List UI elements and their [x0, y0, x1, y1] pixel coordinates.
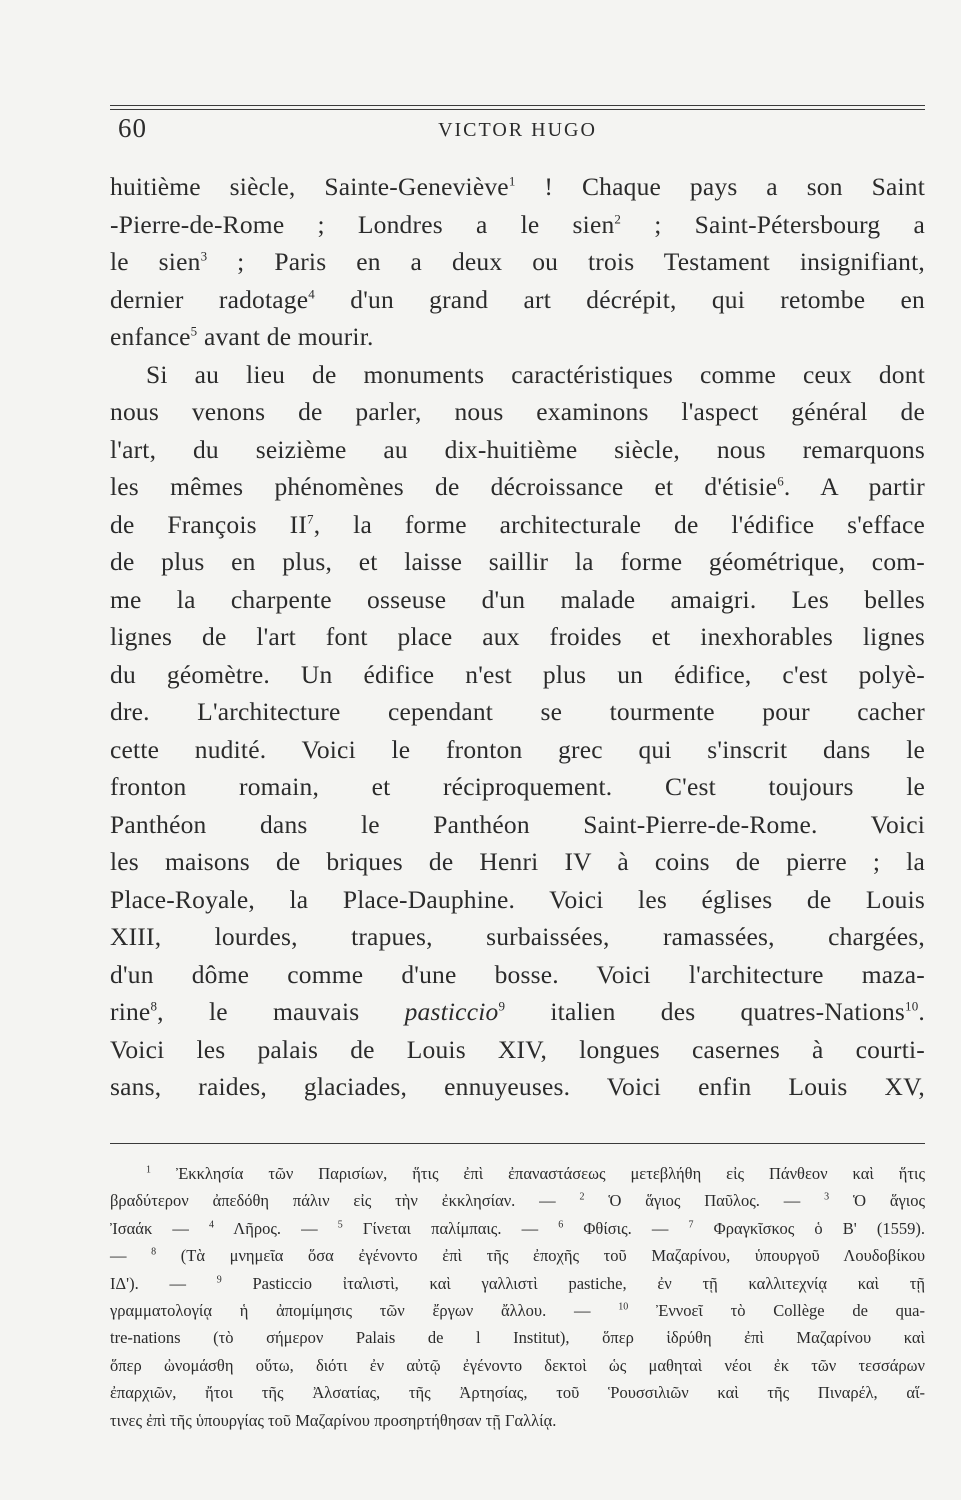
main-text: [110, 168, 925, 1106]
footnote-separator: [110, 1143, 925, 1144]
footnotes: [110, 1160, 925, 1434]
footnote-ref: 7: [307, 511, 314, 526]
text-line: les mêmes phénomènes de décroissance et d'étisie$^6$. A partir: [110, 472, 925, 501]
footnote-line: ΙΔ'). — $^9$ Pasticcio ἰταλιστὶ, καὶ γαλλιστὶ pastiche, ἐν τῇ καλλιτεχνίᾳ καὶ τῇ: [110, 1273, 925, 1293]
text-line: Si au lieu de monuments caractéristiques comme ceux dont: [146, 359, 925, 389]
footnote-ref: 3: [200, 248, 208, 264]
text-line: dre. L'architecture cependant se tourmente pour cacher: [110, 697, 925, 726]
footnote-line: βραδύτερον ἀπεδόθη πάλιν εἰς τὴν ἐκκλησίαν. — $^2$ Ὁ ἅγιος Παῦλος. — $^3$ Ὁ ἅγιος: [110, 1191, 926, 1211]
footnote-ref: 2: [614, 211, 622, 226]
page-number: 60: [118, 113, 147, 143]
footnote-ref: 4: [308, 286, 315, 301]
footnote-line: τινες ἐπὶ τῆς ὑπουργίας τοῦ Μαζαρίνου προσηρτήθησαν τῇ Γαλλίᾳ.: [110, 1410, 557, 1430]
footnote-ref: 1: [508, 173, 516, 189]
text-line: -Pierre-de-Rome ; Londres a le sien$^2$ ; Saint-Pétersbourg a: [110, 209, 925, 239]
header-rule-bottom: [110, 109, 925, 110]
text-line: de plus en plus, et laisse saillir la forme géométrique, com-: [110, 547, 925, 576]
text-line: l'art, du seizième au dix-huitième siècle, nous remarquons: [110, 434, 925, 464]
footnote-ref: 8: [150, 998, 158, 1014]
text-line: fronton romain, et réciproquement. C'est toujours le: [110, 772, 925, 801]
running-title: VICTOR HUGO: [438, 119, 597, 141]
footnote-line: $^1$ Ἐκκλησία τῶν Παρισίων, ἥτις ἐπὶ ἐπαναστάσεως μετεβλήθη εἰς Πάνθεον καὶ ἥτις: [146, 1164, 925, 1183]
footnote-line: γραμματολογίᾳ ἡ ἀπομίμησις τῶν ἔργων ἄλλου. — $^{10}$ Ἐννοεῖ τὸ Collège de qua-: [110, 1300, 925, 1320]
text-line: XIII, lourdes, trapues, surbaissées, ramassées, chargées,: [110, 922, 925, 951]
footnote-line: Ἰσαάκ — $^4$ Λῆρος. — $^5$ Γίνεται παλίμπαις. — $^6$ Φθίσις. — $^7$ Φραγκῖσκος ὁ Β' (1559).: [110, 1218, 926, 1238]
header-rule-top: [110, 105, 925, 106]
text-line: nous venons de parler, nous examinons l'aspect général de: [110, 397, 925, 426]
footnote-line: — $^8$ (Τὰ μνημεῖα ὅσα ἐγένοντο ἐπὶ τῆς ἐποχῆς τοῦ Μαζαρίνου, ὑπουργοῦ Λουδοβίκου: [110, 1246, 926, 1266]
text-line: enfance$^5$ avant de mourir.: [110, 322, 374, 351]
text-line: lignes de l'art font place aux froides et inexhorables lignes: [110, 622, 925, 651]
footnote-line: tre-nations (τὸ σήμερον Palais de l Institut), ὅπερ ἱδρύθη ἐπὶ Μαζαρίνου καὶ: [110, 1328, 925, 1348]
page-header: [110, 105, 925, 145]
text-line: rine$^8$, le mauvais pasticcio$^9$ italien des quatres-Nations$^{10}$.: [110, 997, 925, 1026]
text-line: Panthéon dans le Panthéon Saint-Pierre-de-Rome. Voici: [110, 809, 925, 839]
footnote-ref: 5: [190, 323, 198, 339]
text-line: me la charpente osseuse d'un malade amaigri. Les belles: [110, 584, 925, 614]
text-line: Place-Royale, la Place-Dauphine. Voici les églises de Louis: [110, 884, 925, 914]
footnote-ref: 6: [777, 473, 784, 489]
text-line: dernier radotage$^4$ d'un grand art décrépit, qui retombe en: [110, 284, 925, 314]
text-line: huitième siècle, Sainte-Geneviève$^1$ ! Chaque pays a son Saint: [110, 172, 925, 201]
text-line: les maisons de briques de Henri IV à coins de pierre ; la: [110, 847, 925, 876]
footnote-ref: 9: [498, 998, 506, 1014]
text-line: cette nudité. Voici le fronton grec qui s'inscrit dans le: [110, 734, 925, 764]
text-line: du géomètre. Un édifice n'est plus un édifice, c'est polyè-: [110, 659, 925, 689]
footnote-line: ἐπαρχιῶν, ἤτοι τῆς Ἀλσατίας, τῆς Ἀρτησίας, τοῦ Ῥουσσιλιῶν καὶ τῆς Πιναρέλ, αἵ-: [110, 1383, 925, 1403]
text-line: sans, raides, glaciades, ennuyeuses. Voici enfin Louis XV,: [110, 1072, 925, 1101]
text-line: d'un dôme comme d'une bosse. Voici l'architecture maza-: [110, 959, 925, 989]
text-line: Voici les palais de Louis XIV, longues casernes à courti-: [110, 1034, 925, 1064]
text-line: de François $II^7$, la forme architecturale de l'édifice s'efface: [110, 509, 925, 539]
footnote-ref: 10: [905, 998, 919, 1014]
text-line: le sien$^3$ ; Paris en a deux ou trois Testament insignifiant,: [110, 247, 925, 276]
footnote-line: ὅπερ ὠνομάσθη οὕτω, διότι ἐν αὐτῷ ἐγένοντο δεκτοὶ ὡς μαθηταὶ νέοι ἐκ τῶν τεσσάρων: [110, 1355, 925, 1375]
